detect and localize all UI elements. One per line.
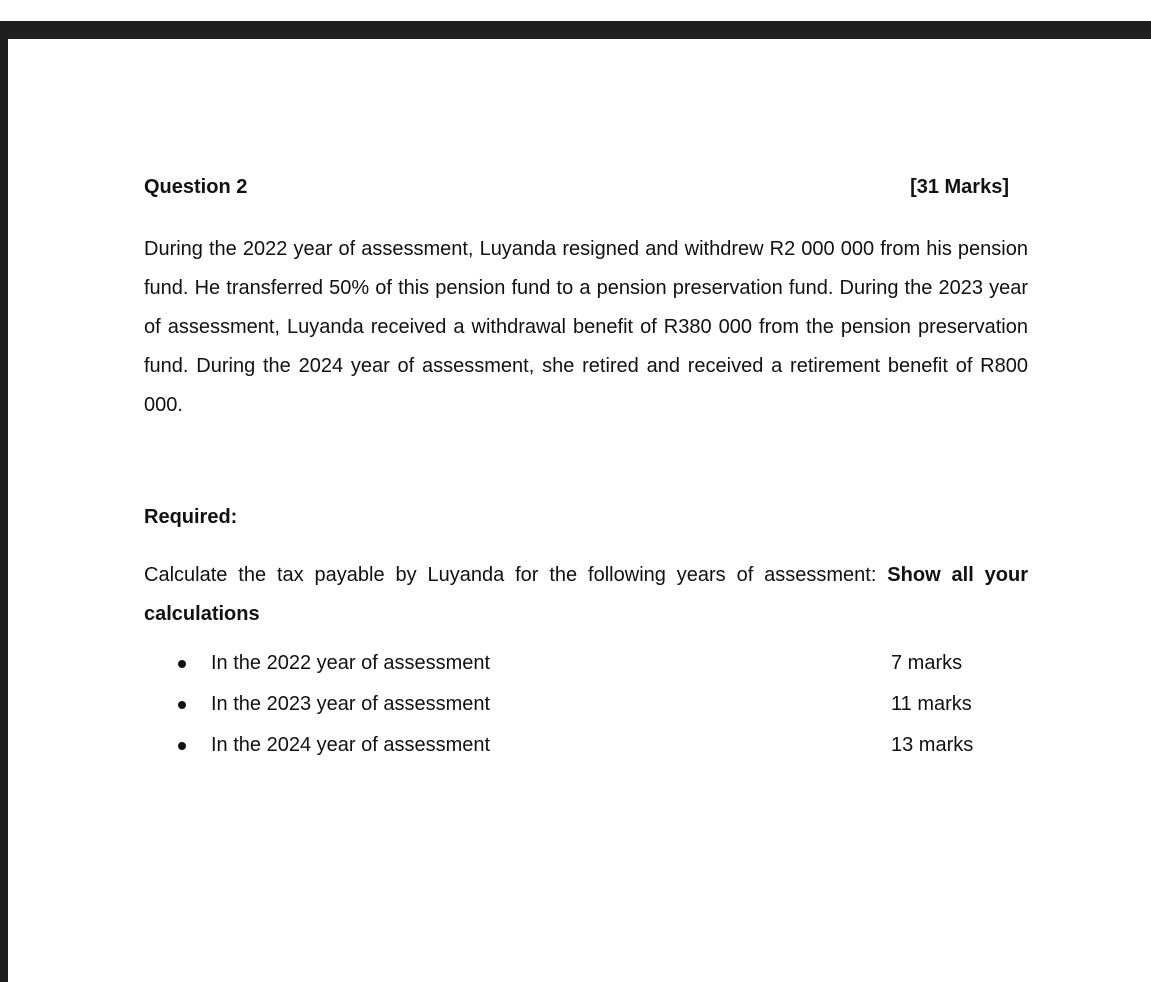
item-marks: 11 marks <box>891 693 972 715</box>
list-item <box>144 691 1028 732</box>
item-text: In the 2023 year of assessment <box>211 693 491 715</box>
bullet-icon <box>178 742 186 750</box>
question-title: Question 2 <box>144 176 248 198</box>
list-item <box>144 650 1028 691</box>
question-total-marks: [31 Marks] <box>910 176 1009 198</box>
required-heading: Required: <box>144 506 238 528</box>
instruction-text: Calculate the tax payable by Luyanda for the following years of assessment: <box>144 564 888 586</box>
scenario-paragraph: During the 2022 year of assessment, Luyanda resigned and withdrew R2 000 000 from his pension fund. He transferred 50% of this pension fund to a pension preservation fund. During the 2023 year of assessment, Luyanda received a withdrawal benefit of R380 000 from the pension preservation fund. During the 2024 year of assessment, she retired and received a retirement benefit of R800 000. <box>144 238 1028 416</box>
window-left-border <box>0 21 8 982</box>
window-top-border <box>0 21 1151 39</box>
question-header <box>144 170 1028 208</box>
bullet-icon <box>178 701 186 709</box>
item-text: In the 2024 year of assessment <box>211 734 491 756</box>
list-item <box>144 732 1028 773</box>
assessment-list <box>144 650 1028 773</box>
bullet-icon <box>178 660 186 668</box>
item-marks: 13 marks <box>891 734 974 756</box>
top-margin <box>0 0 1151 21</box>
question-block <box>144 170 1028 773</box>
instruction-bold-text: Show all your calculations <box>144 564 1028 625</box>
instruction-paragraph <box>144 556 1028 634</box>
item-text: In the 2022 year of assessment <box>211 652 491 674</box>
item-marks: 7 marks <box>891 652 963 674</box>
